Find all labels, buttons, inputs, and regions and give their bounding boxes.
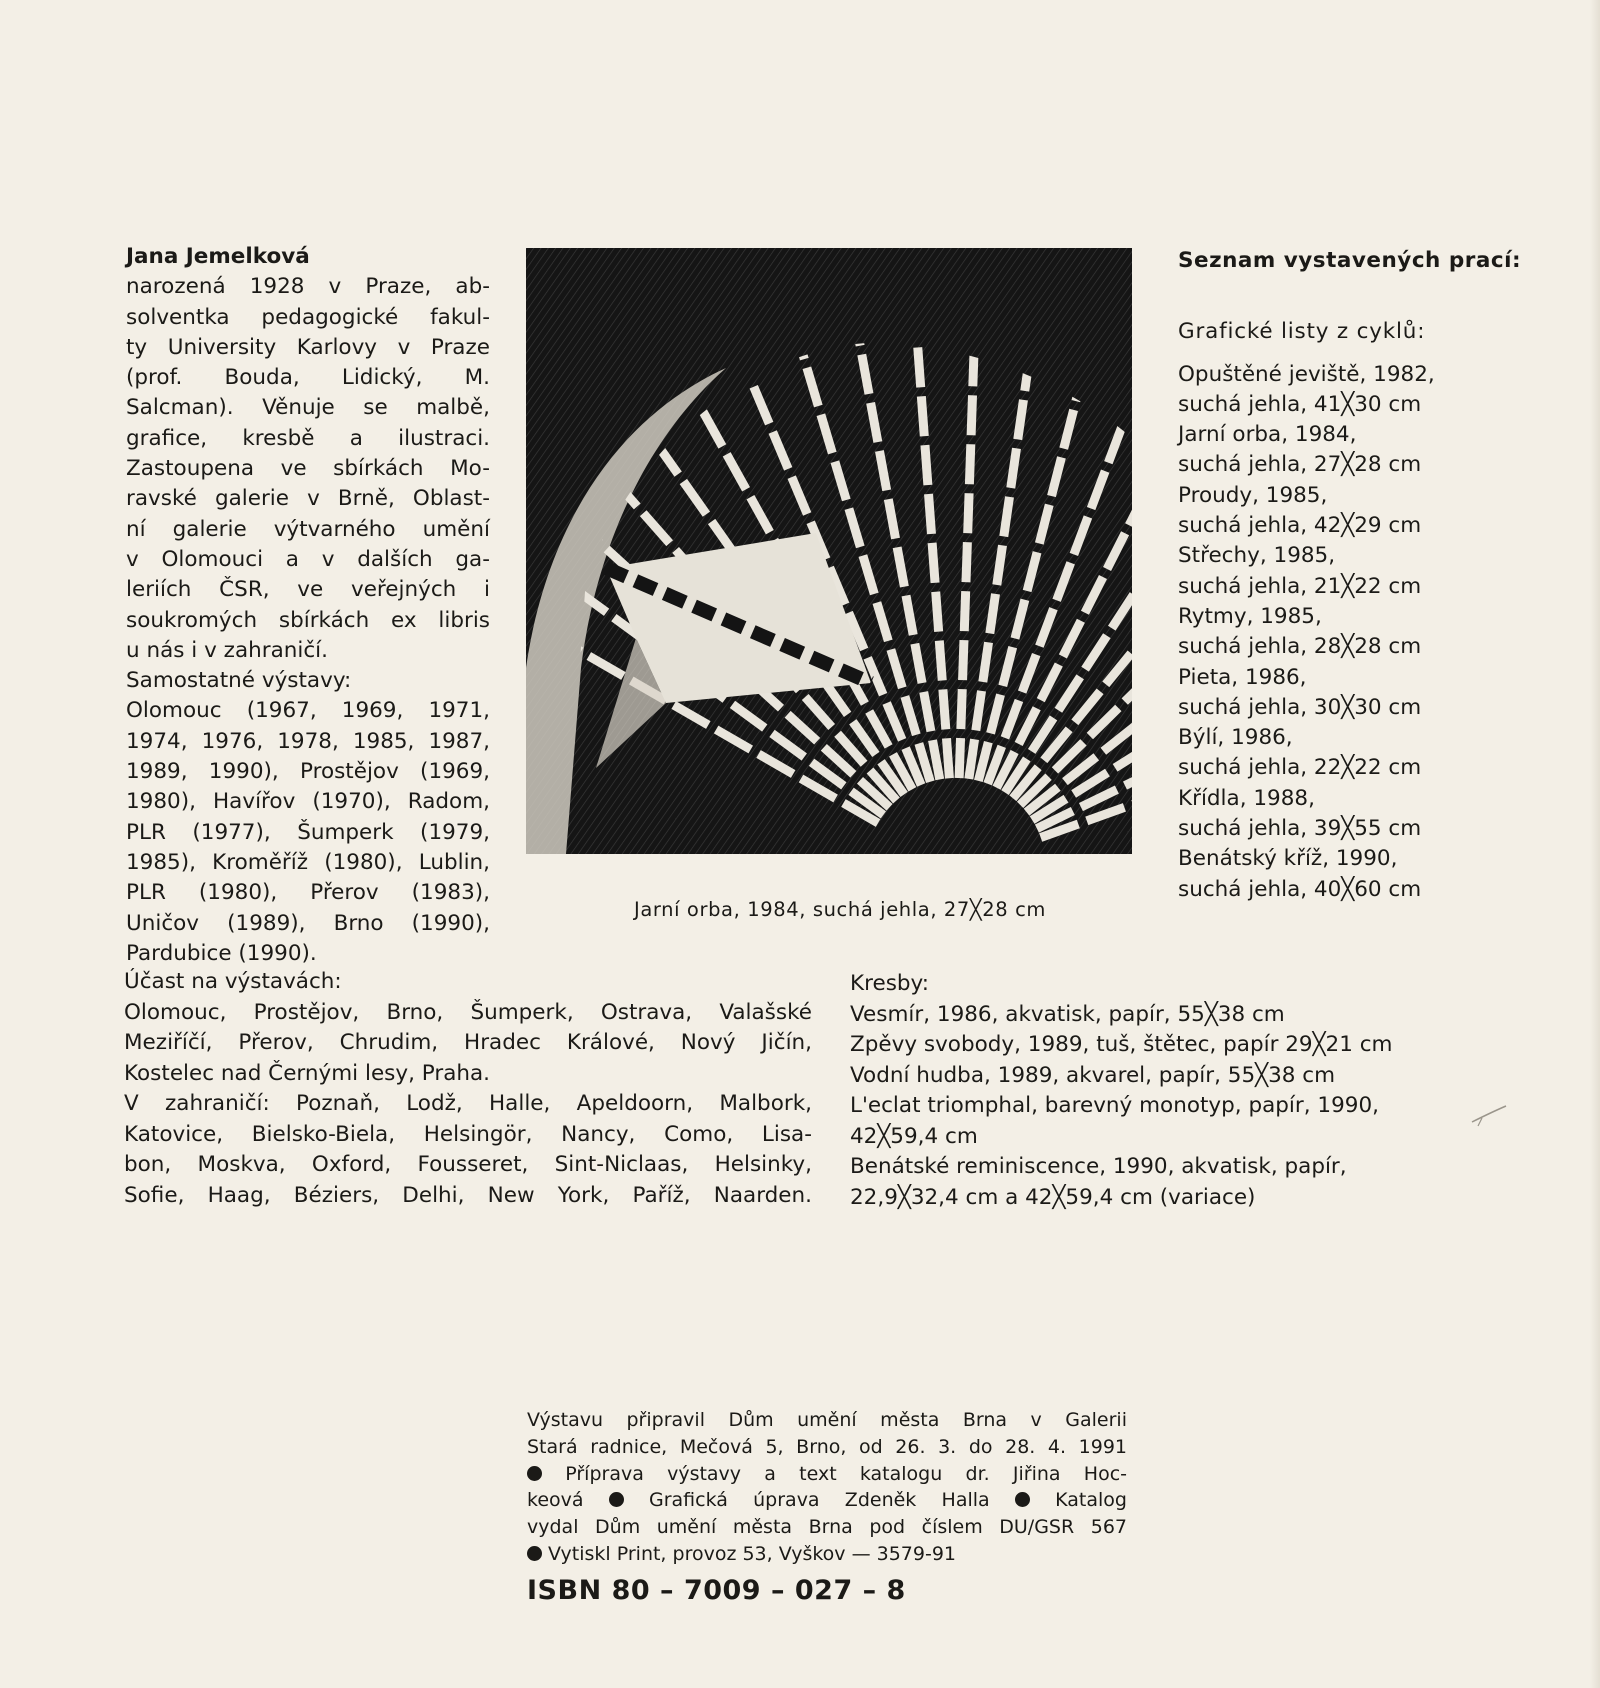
work-title: Býlí, 1986, xyxy=(1178,725,1293,751)
bullet-icon xyxy=(527,1466,542,1481)
bio-line: leriích ČSR, ve veřejných i xyxy=(126,577,490,603)
bio-line: grafice, kresbě a ilustraci. xyxy=(126,425,490,451)
abroad-line: Sofie, Haag, Béziers, Delhi, New York, Paříž, Naarden. xyxy=(124,1182,812,1208)
bio-line: Salcman). Věnuje se malbě, xyxy=(126,395,490,421)
drawing-line: Benátské reminiscence, 1990, akvatisk, papír, xyxy=(850,1154,1347,1179)
artwork-drypoint xyxy=(526,248,1132,854)
colophon-line: vydal Dům umění města Brna pod číslem DU/GSR 567 xyxy=(527,1516,1127,1539)
artwork-caption: Jarní orba, 1984, suchá jehla, 27╳28 cm xyxy=(633,898,1046,921)
colophon-line xyxy=(527,1487,1127,1514)
page-edge xyxy=(1590,0,1600,1688)
bio-line: narozená 1928 v Praze, ab- xyxy=(126,274,490,300)
colophon-text: keová xyxy=(527,1489,584,1512)
work-detail: suchá jehla, 27╳28 cm xyxy=(1178,452,1422,478)
bio-line: ravské galerie v Brně, Oblast- xyxy=(126,486,490,512)
work-title: Proudy, 1985, xyxy=(1178,482,1328,508)
work-detail: suchá jehla, 28╳28 cm xyxy=(1178,634,1422,660)
work-detail: suchá jehla, 39╳55 cm xyxy=(1178,816,1422,842)
drawing-line: Vesmír, 1986, akvatisk, papír, 55╳38 cm xyxy=(850,1001,1285,1027)
biography xyxy=(126,242,490,969)
work-title: Střechy, 1985, xyxy=(1178,543,1336,569)
group-line: Olomouc, Prostějov, Brno, Šumperk, Ostrava, Valašské xyxy=(124,999,812,1025)
group-exhibitions-heading: Účast na výstavách: xyxy=(124,969,342,994)
work-title: Pieta, 1986, xyxy=(1178,664,1307,690)
drawing-line: Zpěvy svobody, 1989, tuš, štětec, papír 29╳21 cm xyxy=(850,1032,1393,1057)
solo-line: Pardubice (1990). xyxy=(126,940,317,966)
works-list xyxy=(1178,246,1522,905)
solo-line: 1974, 1976, 1978, 1985, 1987, xyxy=(126,728,490,754)
solo-line: 1980), Havířov (1970), Radom, xyxy=(126,789,490,815)
work-detail: suchá jehla, 40╳60 cm xyxy=(1178,876,1422,902)
work-title: Rytmy, 1985, xyxy=(1178,603,1322,629)
colophon-text: Příprava výstavy a text katalogu dr. Jiřina Hoc- xyxy=(565,1462,1127,1485)
colophon-line: Výstavu připravil Dům umění města Brna v Galerii xyxy=(527,1409,1127,1431)
solo-line: Uničov (1989), Brno (1990), xyxy=(126,910,490,936)
group-line: Meziříčí, Přerov, Chrudim, Hradec Králové, Nový Jičín, xyxy=(124,1030,812,1055)
solo-line: PLR (1977), Šumperk (1979, xyxy=(126,819,490,845)
bio-line: v Olomouci a v dalších ga- xyxy=(126,546,490,572)
bio-line: Zastoupena ve sbírkách Mo- xyxy=(126,456,490,482)
bio-line: ní galerie výtvarného umění xyxy=(126,516,490,542)
work-detail: suchá jehla, 42╳29 cm xyxy=(1178,513,1422,539)
abroad-line: Katovice, Bielsko-Biela, Helsingör, Nancy, Como, Lisa- xyxy=(124,1121,812,1147)
work-title: Jarní orba, 1984, xyxy=(1178,422,1357,448)
abroad-line: bon, Moskva, Oxford, Fousseret, Sint-Niclaas, Helsinky, xyxy=(124,1152,812,1177)
drawing-line: 22,9╳32,4 cm a 42╳59,4 cm (variace) xyxy=(850,1184,1256,1210)
colophon-text: Grafická úprava Zdeněk Halla xyxy=(649,1489,990,1512)
work-title: Benátský kříž, 1990, xyxy=(1178,846,1398,872)
drawing-line: 42╳59,4 cm xyxy=(850,1123,978,1149)
solo-line: Olomouc (1967, 1969, 1971, xyxy=(126,698,490,724)
work-title: Opuštěné jeviště, 1982, xyxy=(1178,361,1435,387)
bullet-icon xyxy=(527,1546,542,1561)
works-heading: Seznam vystavených prací: xyxy=(1178,248,1522,273)
solo-exhibitions-heading: Samostatné výstavy: xyxy=(126,668,352,694)
group-line: Kostelec nad Černými lesy, Praha. xyxy=(124,1060,491,1086)
bio-line: soukromých sbírkách ex libris xyxy=(126,607,490,633)
artist-name: Jana Jemelková xyxy=(126,244,310,269)
colophon-text: Katalog xyxy=(1055,1489,1127,1512)
solo-line: 1985), Kroměříž (1980), Lublin, xyxy=(126,849,490,875)
colophon-line xyxy=(527,1461,1127,1488)
drawings-heading: Kresby: xyxy=(850,971,929,996)
solo-line: PLR (1980), Přerov (1983), xyxy=(126,880,490,906)
works-subheading: Grafické listy z cyklů: xyxy=(1178,319,1426,345)
work-detail: suchá jehla, 30╳30 cm xyxy=(1178,694,1422,720)
bullet-icon xyxy=(609,1492,624,1507)
solo-line: 1989, 1990), Prostějov (1969, xyxy=(126,759,490,785)
colophon-line xyxy=(527,1541,1127,1568)
work-detail: suchá jehla, 21╳22 cm xyxy=(1178,573,1422,599)
work-detail: suchá jehla, 41╳30 cm xyxy=(1178,391,1422,417)
bio-line: ty University Karlovy v Praze xyxy=(126,334,490,360)
drawings-list xyxy=(850,969,1470,1213)
artwork-image xyxy=(526,248,1132,854)
bullet-icon xyxy=(1015,1492,1030,1507)
pencil-mark xyxy=(1470,1100,1510,1130)
work-title: Křídla, 1988, xyxy=(1178,785,1315,811)
colophon xyxy=(527,1407,1127,1605)
bio-line: u nás i v zahraničí. xyxy=(126,637,328,663)
abroad-line: V zahraničí: Poznaň, Lodž, Halle, Apeldoorn, Malbork, xyxy=(124,1091,812,1116)
bio-line: solventka pedagogické fakul- xyxy=(126,304,490,330)
drawing-line: L'eclat triomphal, barevný monotyp, papír, 1990, xyxy=(850,1093,1379,1118)
group-exhibitions xyxy=(124,967,812,1211)
drawing-line: Vodní hudba, 1989, akvarel, papír, 55╳38 cm xyxy=(850,1062,1336,1088)
isbn: ISBN 80 – 7009 – 027 – 8 xyxy=(527,1574,906,1606)
bio-line: (prof. Bouda, Lidický, M. xyxy=(126,365,490,391)
colophon-text: Vytiskl Print, provoz 53, Vyškov — 3579-91 xyxy=(548,1542,957,1565)
colophon-line: Stará radnice, Mečová 5, Brno, od 26. 3. do 28. 4. 1991 xyxy=(527,1435,1127,1458)
work-detail: suchá jehla, 22╳22 cm xyxy=(1178,755,1422,781)
